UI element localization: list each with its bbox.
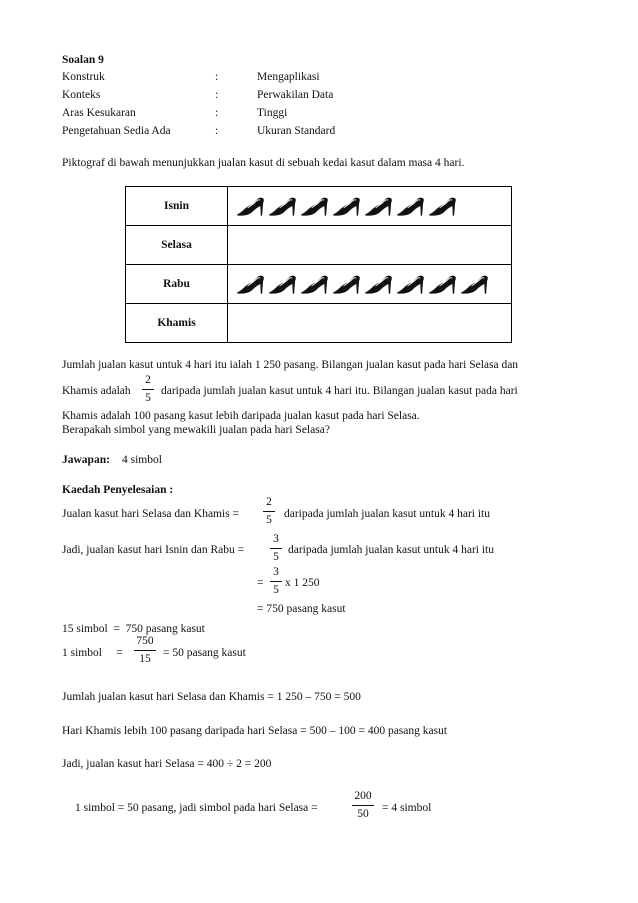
fraction-numerator: 3 xyxy=(273,566,279,578)
high-heel-shoe-icon xyxy=(268,273,297,295)
day-label: Khamis xyxy=(126,304,228,343)
high-heel-shoe-icon xyxy=(396,273,425,295)
step-text: = 4 simbol xyxy=(382,802,432,814)
step-text: 15 simbol = 750 pasang kasut xyxy=(62,623,205,635)
fraction xyxy=(270,567,282,596)
day-label: Selasa xyxy=(126,226,228,265)
step-text: Jumlah jualan kasut hari Selasa dan Khamis = 1 250 – 750 = 500 xyxy=(62,691,361,703)
fraction-denominator: 5 xyxy=(145,391,151,404)
fraction-denominator: 50 xyxy=(357,807,369,820)
answer-label: Jawapan: xyxy=(62,454,110,466)
step-text: Hari Khamis lebih 100 pasang daripada hari Selasa = 500 – 100 = 400 pasang kasut xyxy=(62,725,448,737)
high-heel-shoe-icon xyxy=(364,195,393,217)
fraction xyxy=(142,375,154,404)
step-text: x 1 250 xyxy=(285,577,320,589)
pictograph-row xyxy=(126,226,512,265)
pictograph-table xyxy=(125,186,512,343)
high-heel-shoe-icon xyxy=(332,273,361,295)
step-text: Jadi, jualan kasut hari Isnin dan Rabu = xyxy=(62,544,245,556)
info-colon: : xyxy=(215,125,219,137)
pictograph-row xyxy=(126,265,512,304)
fraction xyxy=(352,791,374,820)
info-value: Mengaplikasi xyxy=(257,71,320,83)
step-text: 1 simbol = 50 pasang, jadi simbol pada hari Selasa = xyxy=(75,802,318,814)
intro-text: Piktograf di bawah menunjukkan jualan kasut di sebuah kedai kasut dalam masa 4 hari. xyxy=(62,157,465,169)
info-row xyxy=(62,89,582,105)
info-label: Aras Kesukaran xyxy=(62,107,136,119)
high-heel-shoe-icon xyxy=(396,195,425,217)
fraction-denominator: 5 xyxy=(273,583,279,596)
icon-cell xyxy=(228,226,512,265)
question-line: Khamis adalah xyxy=(62,385,131,397)
high-heel-shoe-icon xyxy=(364,273,393,295)
question-line: daripada jumlah jualan kasut untuk 4 hari itu. Bilangan jualan kasut pada hari xyxy=(161,385,518,397)
day-label: Isnin xyxy=(126,187,228,226)
high-heel-shoe-icon xyxy=(300,195,329,217)
icon-cell xyxy=(228,265,512,304)
high-heel-shoe-icon xyxy=(428,273,457,295)
info-row xyxy=(62,71,582,87)
info-value: Ukuran Standard xyxy=(257,125,336,137)
fraction-denominator: 15 xyxy=(139,652,151,665)
step-text: daripada jumlah jualan kasut untuk 4 hari itu xyxy=(284,508,490,520)
fraction-numerator: 2 xyxy=(145,374,151,386)
step-text: Jadi, jualan kasut hari Selasa = 400 ÷ 2 = 200 xyxy=(62,758,272,770)
icon-cell xyxy=(228,304,512,343)
high-heel-shoe-icon xyxy=(268,195,297,217)
step-text: daripada jumlah jualan kasut untuk 4 hari itu xyxy=(288,544,494,556)
step-text: 1 simbol = xyxy=(62,647,123,659)
fraction-numerator: 750 xyxy=(136,635,154,647)
fraction-denominator: 5 xyxy=(273,550,279,563)
answer-value: 4 simbol xyxy=(122,454,162,466)
pictograph-row xyxy=(126,304,512,343)
info-row xyxy=(62,125,582,141)
info-colon: : xyxy=(215,71,219,83)
info-row xyxy=(62,107,582,123)
icon-cell xyxy=(228,187,512,226)
info-value: Tinggi xyxy=(257,107,288,119)
step-text: Jualan kasut hari Selasa dan Khamis = xyxy=(62,508,240,520)
info-label: Konteks xyxy=(62,89,101,101)
fraction xyxy=(270,534,282,563)
info-value: Perwakilan Data xyxy=(257,89,334,101)
info-colon: : xyxy=(215,89,219,101)
fraction xyxy=(263,497,275,526)
method-title: Kaedah Penyelesaian : xyxy=(62,484,174,496)
high-heel-shoe-icon xyxy=(460,273,489,295)
high-heel-shoe-icon xyxy=(300,273,329,295)
info-label: Konstruk xyxy=(62,71,105,83)
info-colon: : xyxy=(215,107,219,119)
info-label: Pengetahuan Sedia Ada xyxy=(62,125,171,137)
step-text: = xyxy=(257,577,264,589)
high-heel-shoe-icon xyxy=(332,195,361,217)
fraction xyxy=(134,636,156,665)
pictograph-row xyxy=(126,187,512,226)
question-line: Khamis adalah 100 pasang kasut lebih daripada jualan kasut pada hari Selasa. xyxy=(62,410,420,422)
day-label: Rabu xyxy=(126,265,228,304)
fraction-numerator: 200 xyxy=(354,790,372,802)
question-title: Soalan 9 xyxy=(62,54,104,66)
question-line: Berapakah simbol yang mewakili jualan pada hari Selasa? xyxy=(62,424,330,436)
fraction-numerator: 3 xyxy=(273,533,279,545)
high-heel-shoe-icon xyxy=(236,273,265,295)
step-text: = 50 pasang kasut xyxy=(163,647,246,659)
question-line: Jumlah jualan kasut untuk 4 hari itu ialah 1 250 pasang. Bilangan jualan kasut pada hari Selasa dan xyxy=(62,359,519,371)
high-heel-shoe-icon xyxy=(428,195,457,217)
fraction-numerator: 2 xyxy=(266,496,272,508)
step-text: = 750 pasang kasut xyxy=(257,603,346,615)
high-heel-shoe-icon xyxy=(236,195,265,217)
fraction-denominator: 5 xyxy=(266,513,272,526)
